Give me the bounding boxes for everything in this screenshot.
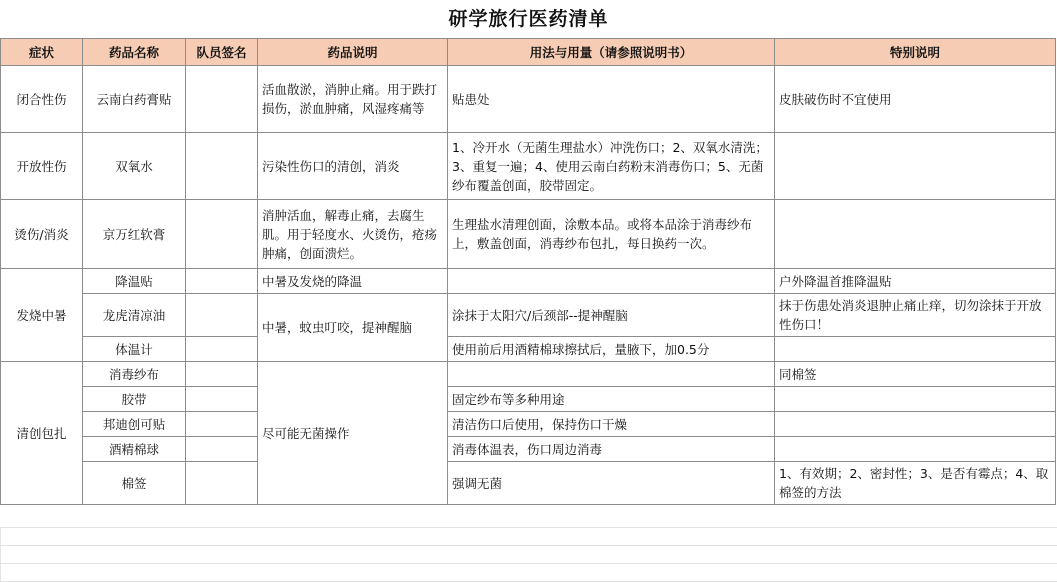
- usage-cell[interactable]: 消毒体温表，伤口周边消毒: [448, 437, 775, 462]
- sheet-title: 研学旅行医药清单: [448, 8, 609, 30]
- symptom-cell[interactable]: 开放性伤: [1, 133, 83, 200]
- usage-cell[interactable]: 生理盐水清理创面，涂敷本品。或将本品涂于消毒纱布上，敷盖创面，消毒纱布包扎，每日换药一次。: [448, 200, 775, 269]
- signature-cell[interactable]: [186, 269, 258, 294]
- table-row: [1, 387, 1056, 412]
- notes-cell[interactable]: [775, 437, 1056, 462]
- drug-name-cell[interactable]: 胶带: [83, 387, 186, 412]
- table-row: [1, 337, 1056, 362]
- usage-cell[interactable]: 强调无菌: [448, 462, 775, 505]
- drug-name-cell[interactable]: 双氧水: [83, 133, 186, 200]
- usage-cell[interactable]: [448, 362, 775, 387]
- table-row: [1, 66, 1056, 133]
- header-drug-name: 药品名称: [83, 39, 186, 66]
- usage-cell[interactable]: 使用前后用酒精棉球擦拭后，量腋下，加0.5分: [448, 337, 775, 362]
- usage-cell[interactable]: 1、冷开水（无菌生理盐水）冲洗伤口；2、双氧水清洗；3、重复一遍；4、使用云南白药粉末消毒伤口；5、无菌纱布覆盖创面，胶带固定。: [448, 133, 775, 200]
- signature-cell[interactable]: [186, 133, 258, 200]
- header-symptom: 症状: [1, 39, 83, 66]
- empty-sheet-grid: [0, 527, 1057, 582]
- symptom-cell[interactable]: 闭合性伤: [1, 66, 83, 133]
- symptom-cell-wound[interactable]: 清创包扎: [1, 362, 83, 505]
- drug-name-cell[interactable]: 京万红软膏: [83, 200, 186, 269]
- signature-cell[interactable]: [186, 337, 258, 362]
- drug-name-cell[interactable]: 酒精棉球: [83, 437, 186, 462]
- usage-cell[interactable]: 贴患处: [448, 66, 775, 133]
- table-row: [1, 200, 1056, 269]
- signature-cell[interactable]: [186, 412, 258, 437]
- drug-name-cell[interactable]: 体温计: [83, 337, 186, 362]
- drug-name-cell[interactable]: 邦迪创可贴: [83, 412, 186, 437]
- notes-cell[interactable]: [775, 387, 1056, 412]
- header-notes: 特别说明: [775, 39, 1056, 66]
- table-row: [1, 133, 1056, 200]
- drug-desc-cell[interactable]: 中暑及发烧的降温: [258, 269, 448, 294]
- drug-desc-cell-wound[interactable]: 尽可能无菌操作: [258, 362, 448, 505]
- signature-cell[interactable]: [186, 462, 258, 505]
- table-row: [1, 462, 1056, 505]
- table-row: [1, 412, 1056, 437]
- notes-cell[interactable]: 皮肤破伤时不宜使用: [775, 66, 1056, 133]
- drug-name-cell[interactable]: 消毒纱布: [83, 362, 186, 387]
- signature-cell[interactable]: [186, 437, 258, 462]
- drug-desc-cell[interactable]: 消肿活血，解毒止痛，去腐生肌。用于轻度水、火烫伤，疮疡肿痛，创面溃烂。: [258, 200, 448, 269]
- notes-cell[interactable]: 户外降温首推降温贴: [775, 269, 1056, 294]
- symptom-cell-fever[interactable]: 发烧中暑: [1, 269, 83, 362]
- header-drug-desc: 药品说明: [258, 39, 448, 66]
- notes-cell[interactable]: 同棉签: [775, 362, 1056, 387]
- drug-desc-cell[interactable]: 中暑，蚊虫叮咬，提神醒脑: [258, 294, 448, 362]
- notes-cell[interactable]: 1、有效期；2、密封性；3、是否有霉点；4、取棉签的方法: [775, 462, 1056, 505]
- signature-cell[interactable]: [186, 362, 258, 387]
- usage-cell[interactable]: 固定纱布等多种用途: [448, 387, 775, 412]
- notes-cell[interactable]: [775, 412, 1056, 437]
- drug-name-cell[interactable]: 龙虎清凉油: [83, 294, 186, 337]
- notes-cell[interactable]: [775, 337, 1056, 362]
- usage-cell[interactable]: 清洁伤口后使用，保持伤口干燥: [448, 412, 775, 437]
- notes-cell[interactable]: [775, 200, 1056, 269]
- symptom-cell[interactable]: 烫伤/消炎: [1, 200, 83, 269]
- usage-cell[interactable]: [448, 269, 775, 294]
- signature-cell[interactable]: [186, 294, 258, 337]
- notes-cell[interactable]: [775, 133, 1056, 200]
- table-row: [1, 269, 1056, 294]
- drug-desc-cell[interactable]: 活血散淤，消肿止痛。用于跌打损伤，淤血肿痛，风湿疼痛等: [258, 66, 448, 133]
- drug-name-cell[interactable]: 云南白药膏贴: [83, 66, 186, 133]
- signature-cell[interactable]: [186, 200, 258, 269]
- drug-name-cell[interactable]: 棉签: [83, 462, 186, 505]
- header-row: [1, 39, 1056, 66]
- drug-name-cell[interactable]: 降温贴: [83, 269, 186, 294]
- signature-cell[interactable]: [186, 387, 258, 412]
- medicine-table: [0, 38, 1056, 505]
- table-row: [1, 362, 1056, 387]
- header-signature: 队员签名: [186, 39, 258, 66]
- drug-desc-cell[interactable]: 污染性伤口的清创，消炎: [258, 133, 448, 200]
- table-row: [1, 294, 1056, 337]
- usage-cell[interactable]: 涂抹于太阳穴/后颈部--提神醒脑: [448, 294, 775, 337]
- signature-cell[interactable]: [186, 66, 258, 133]
- notes-cell[interactable]: 抹于伤患处消炎退肿止痛止痒，切勿涂抹于开放性伤口！: [775, 294, 1056, 337]
- table-row: [1, 437, 1056, 462]
- header-usage: 用法与用量（请参照说明书）: [448, 39, 775, 66]
